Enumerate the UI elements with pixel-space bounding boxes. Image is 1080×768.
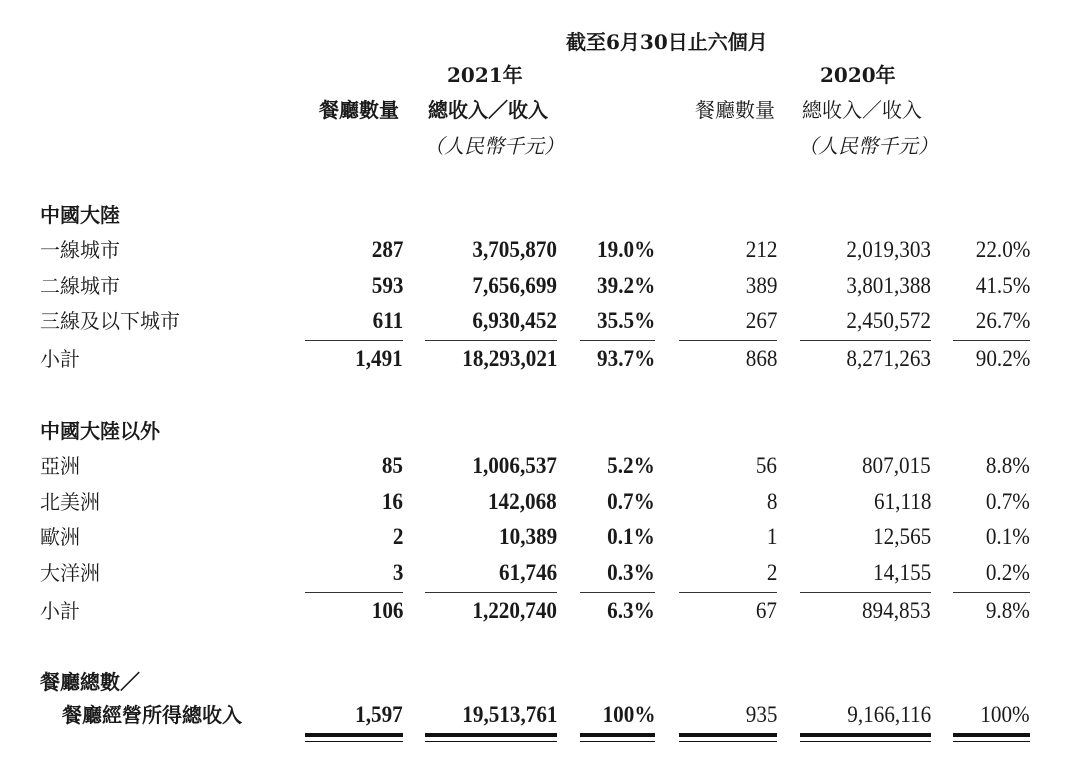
total-double-rule [425,733,557,742]
table-row-value-1: 16 [381,488,403,514]
table-row-value-1: 593 [371,272,403,298]
subtotal-rule [800,340,931,341]
table-row-value-3: 5.2% [607,453,655,478]
year-2021-header: 2021年 [447,63,523,87]
table-row-value-5: 807,015 [862,453,931,478]
subtotal-row-value-2: 1,220,740 [472,597,557,623]
subtotal-rule [425,340,557,341]
table-row-value-4: 267 [745,308,777,333]
section-title: 中國大陸 [40,203,120,227]
subtotal-row-label: 小計 [40,347,80,371]
table-row-value-2: 3,705,870 [472,237,557,262]
table-row-value-2: 6,930,452 [472,308,557,333]
table-row-value-3: 19.0% [596,237,655,262]
table-row-value-4: 8 [766,488,777,514]
table-row-label: 大洋洲 [40,560,100,585]
subtotal-row-value-4: 868 [745,346,777,371]
table-row-value-1: 611 [372,308,403,333]
table-row-value-3: 0.1% [607,524,655,549]
total-value-1: 1,597 [355,702,403,727]
table-row-value-5: 14,155 [872,559,931,585]
table-row-value-3: 35.5% [596,308,655,333]
table-row-value-6: 26.7% [975,308,1030,333]
subtotal-row-value-2: 18,293,021 [461,346,557,371]
col-unit-2021: （人民幣千元） [424,134,564,158]
subtotal-rule [800,592,931,593]
table-row-label: 二線城市 [40,273,120,298]
subtotal-rule [580,592,655,593]
table-row-value-2: 61,746 [498,559,557,585]
table-row-value-2: 7,656,699 [472,272,557,298]
subtotal-rule [953,340,1030,341]
table-row-value-6: 41.5% [975,272,1030,298]
table-row-label: 三線及以下城市 [40,309,180,333]
table-row-value-4: 2 [766,559,777,585]
table-row-value-6: 22.0% [975,237,1030,262]
subtotal-row-value-6: 9.8% [985,597,1030,623]
table-row-value-4: 212 [745,237,777,262]
subtotal-row-value-1: 106 [371,597,403,623]
col-count-2021: 餐廳數量 [319,98,399,122]
table-row-value-2: 10,389 [498,524,557,549]
table-row-value-2: 142,068 [488,488,557,514]
total-label-line1: 餐廳總數／ [40,670,140,694]
subtotal-rule [953,592,1030,593]
table-row-value-6: 0.2% [985,559,1030,585]
table-row-value-6: 0.1% [985,524,1030,549]
table-row-value-1: 85 [381,453,403,478]
table-row-value-1: 287 [371,237,403,262]
total-double-rule [580,733,655,742]
subtotal-rule [679,592,777,593]
subtotal-row-value-1: 1,491 [355,346,403,371]
subtotal-row-value-3: 6.3% [607,597,655,623]
subtotal-row-value-5: 894,853 [862,597,931,623]
subtotal-rule [305,340,403,341]
subtotal-row-label: 小計 [40,598,80,623]
section-title: 中國大陸以外 [40,419,160,443]
total-double-rule [305,733,403,742]
total-double-rule [800,733,931,742]
total-value-3: 100% [602,702,655,727]
table-row-value-2: 1,006,537 [472,453,557,478]
subtotal-rule [305,592,403,593]
total-label-line2: 餐廳經營所得總收入 [62,703,242,727]
total-value-2: 19,513,761 [461,702,557,727]
table-row-value-1: 3 [392,559,403,585]
table-row-value-6: 0.7% [985,488,1030,514]
subtotal-rule [679,340,777,341]
table-row-value-4: 389 [745,272,777,298]
col-unit-2020: （人民幣千元） [798,134,938,158]
subtotal-row-value-6: 90.2% [975,346,1030,371]
table-row-value-4: 56 [755,453,777,478]
table-row-value-5: 61,118 [873,488,931,514]
table-row-value-6: 8.8% [985,453,1030,478]
table-row-value-1: 2 [392,524,403,549]
table-row-label: 歐洲 [40,525,80,549]
total-value-6: 100% [980,702,1030,727]
table-row-value-5: 3,801,388 [846,272,931,298]
table-row-value-5: 2,450,572 [846,308,931,333]
table-row-value-3: 0.7% [607,488,655,514]
table-row-label: 一線城市 [40,238,120,262]
table-row-value-5: 2,019,303 [846,237,931,262]
total-value-5: 9,166,116 [847,702,931,727]
table-row-label: 北美洲 [40,489,100,514]
subtotal-row-value-5: 8,271,263 [846,346,931,371]
period-header: 截至6月30日止六個月 [566,30,768,54]
total-value-4: 935 [745,702,777,727]
table-row-value-4: 1 [766,524,777,549]
col-count-2020: 餐廳數量 [695,98,775,122]
total-double-rule [679,733,777,742]
subtotal-rule [425,592,557,593]
total-double-rule [953,733,1030,742]
table-row-value-5: 12,565 [872,524,931,549]
year-2020-header: 2020年 [820,63,896,87]
subtotal-row-value-4: 67 [755,597,777,623]
table-row-value-3: 39.2% [596,272,655,298]
subtotal-row-value-3: 93.7% [596,346,655,371]
col-revenue-2020: 總收入／收入 [802,98,922,122]
table-row-label: 亞洲 [40,454,80,478]
table-row-value-3: 0.3% [607,559,655,585]
col-revenue-2021: 總收入／收入 [428,98,548,122]
subtotal-rule [580,340,655,341]
